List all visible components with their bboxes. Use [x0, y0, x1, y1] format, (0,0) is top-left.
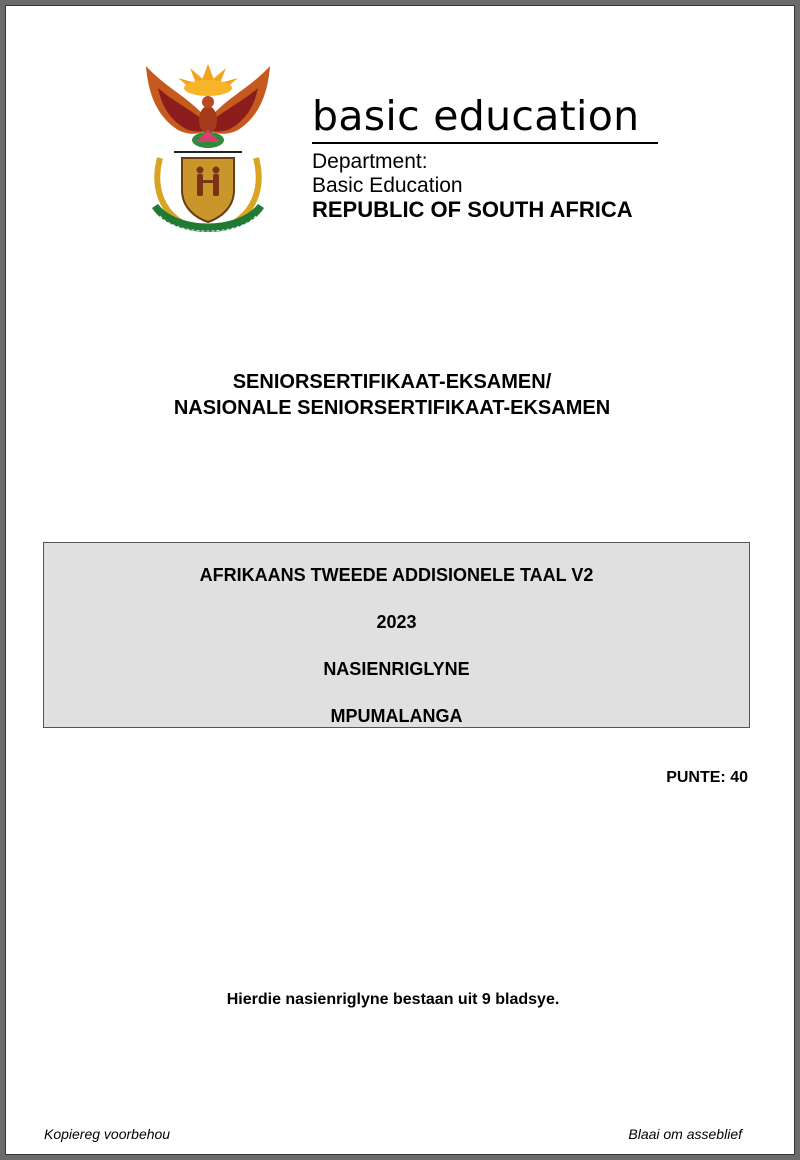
document-type: NASIENRIGLYNE [323, 659, 470, 679]
exam-info-box [43, 542, 750, 728]
exam-title-line1: SENIORSERTIFIKAAT-EKSAMEN/ [232, 371, 552, 393]
department-label: Department: [312, 150, 428, 173]
total-marks: PUNTE: 40 [666, 769, 748, 786]
page-count-note: Hierdie nasienriglyne bestaan uit 9 bladsye. [226, 991, 560, 1008]
exam-year: 2023 [376, 612, 417, 632]
country-name: REPUBLIC OF SOUTH AFRICA [312, 197, 633, 222]
department-name: Basic Education [312, 174, 463, 197]
exam-title-line2: NASIONALE SENIORSERTIFIKAAT-EKSAMEN [173, 397, 611, 419]
brand-title: basic education [312, 92, 640, 140]
coat-of-arms-icon [138, 58, 278, 238]
copyright-footer: Kopiereg voorbehou [44, 1126, 171, 1142]
province-name: MPUMALANGA [330, 706, 463, 726]
brand-underline [312, 142, 658, 144]
turn-over-footer: Blaai om asseblief [628, 1126, 742, 1142]
subject-title: AFRIKAANS TWEEDE ADDISIONELE TAAL V2 [199, 565, 594, 585]
